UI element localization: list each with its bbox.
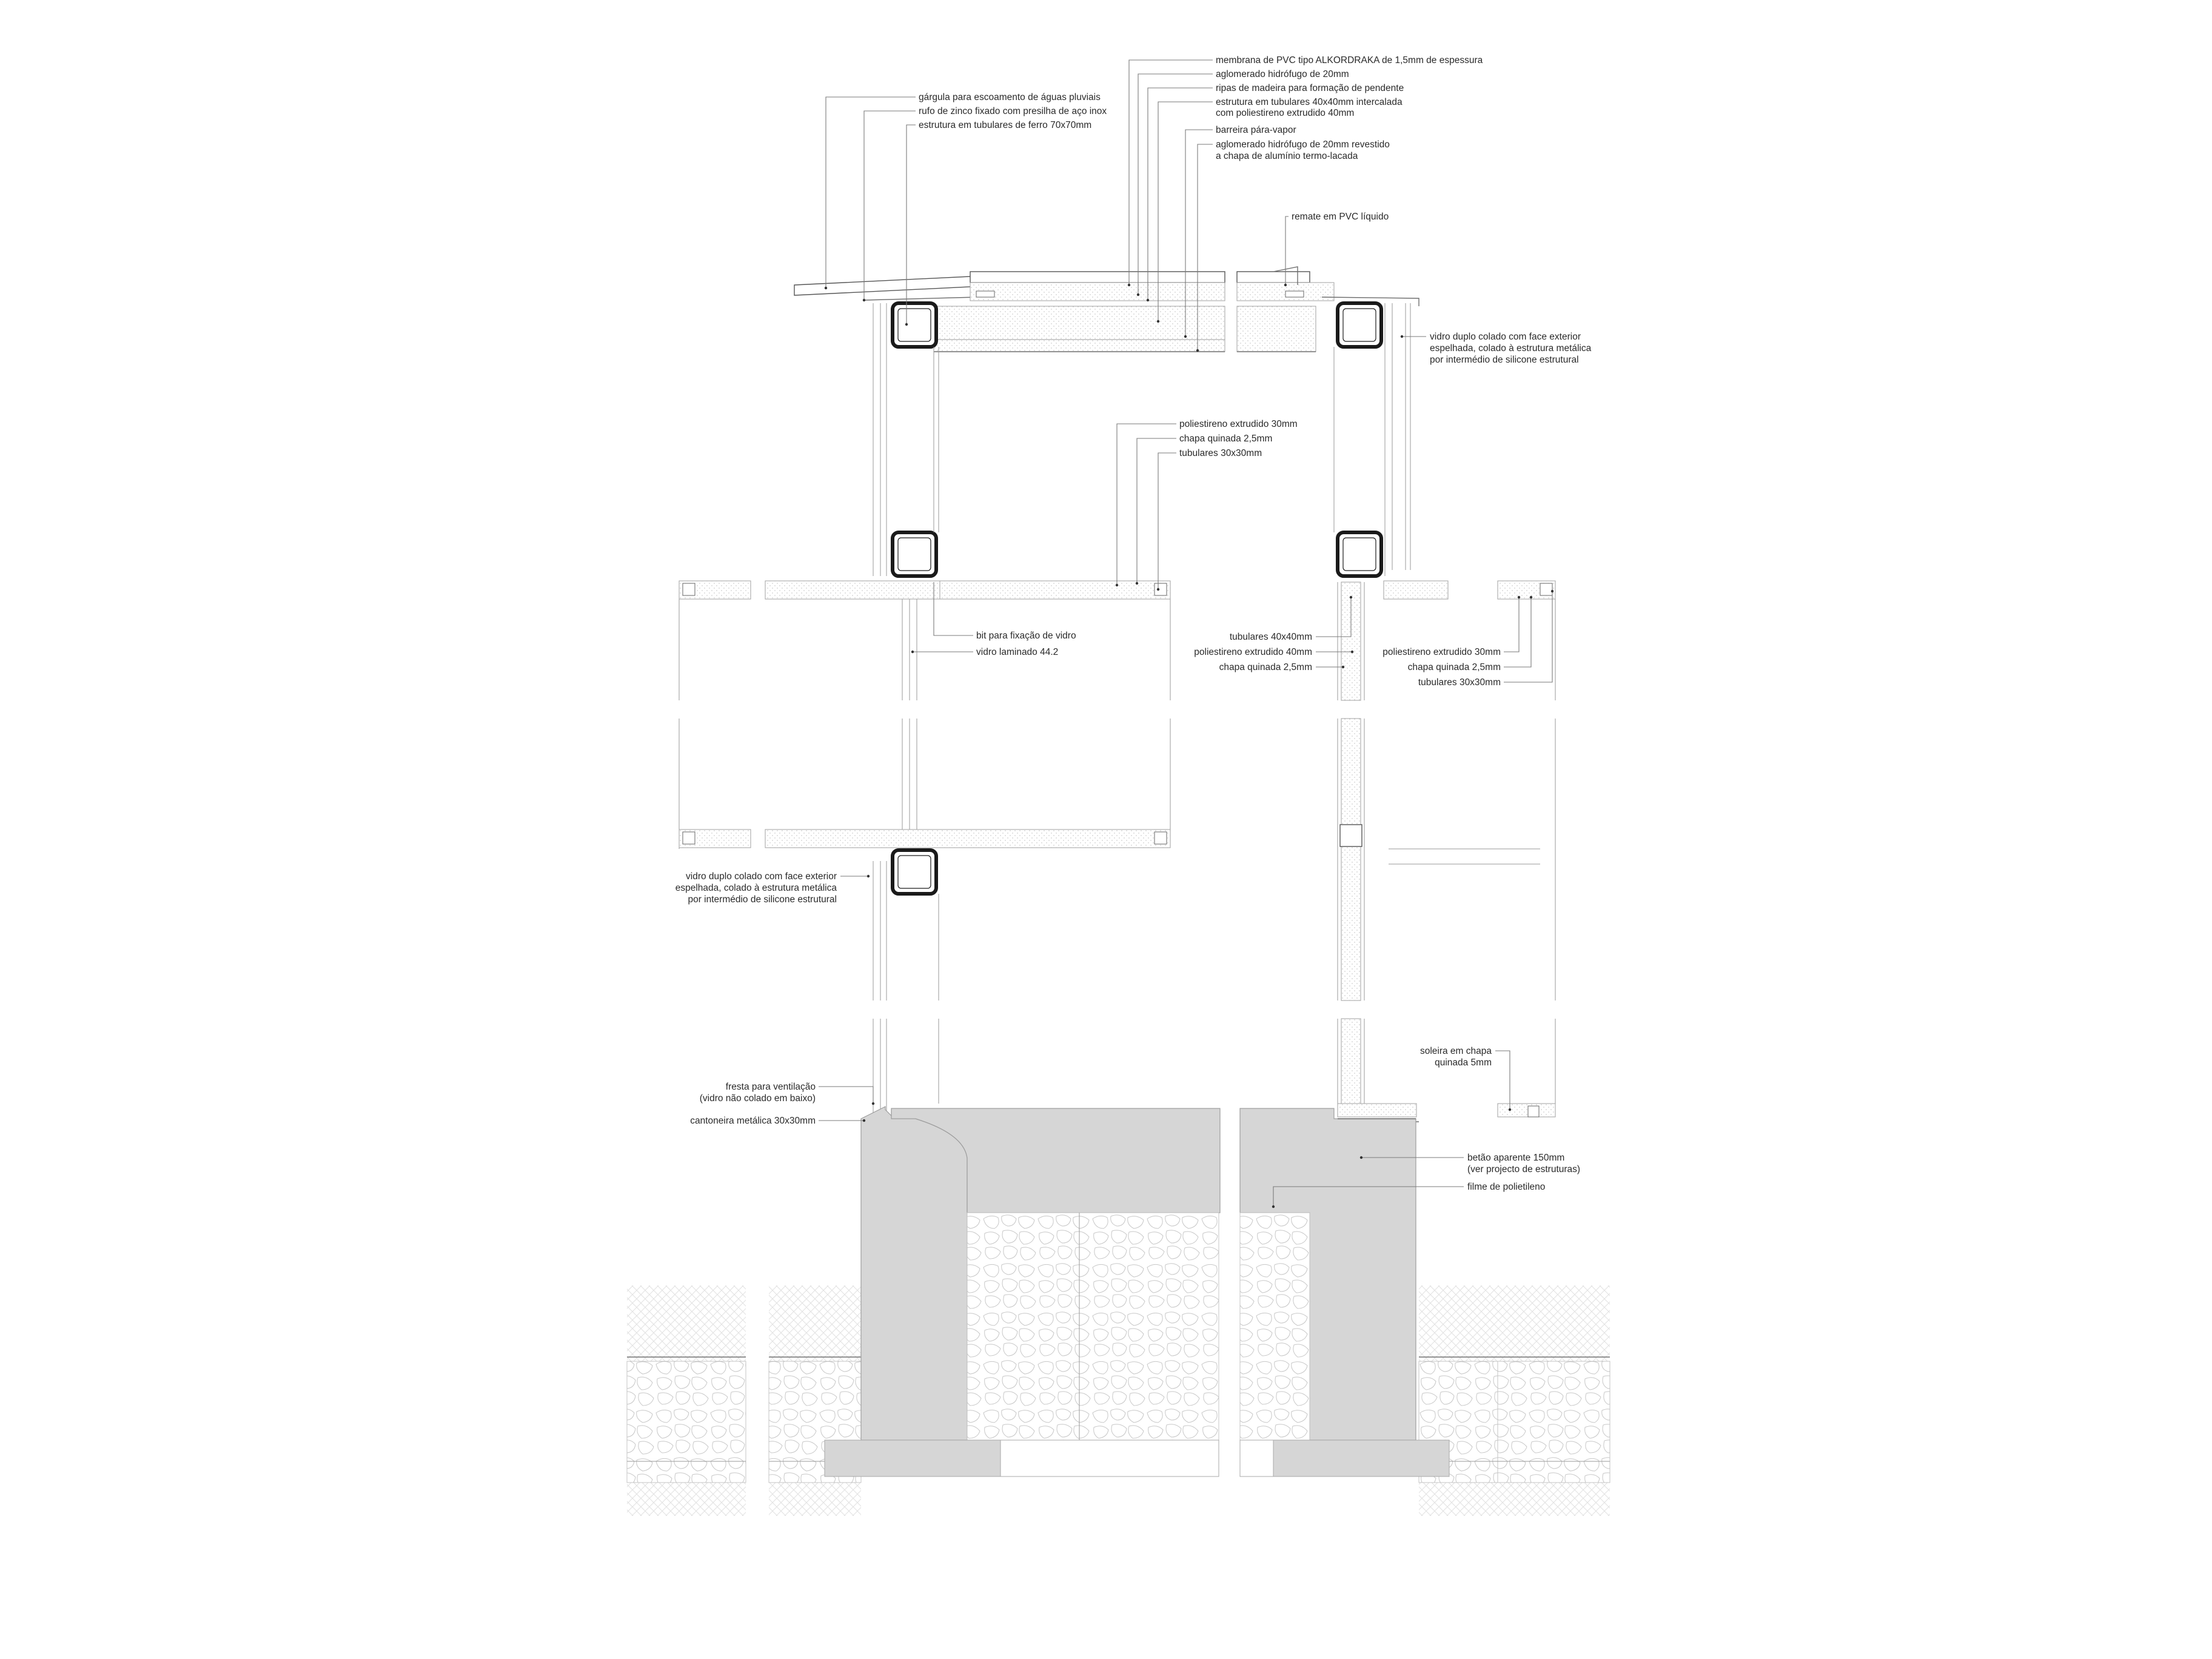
callout-estrutura-tubulares-2: com poliestireno extrudido 40mm <box>1216 108 1355 118</box>
foundation <box>627 1107 1610 1516</box>
callout-estrutura-ferro: estrutura em tubulares de ferro 70x70mm <box>919 120 1092 130</box>
callout-vidro-duplo-right-3: por intermédio de silicone estrutural <box>1430 355 1579 365</box>
callout-aglomerado-revestido-2: a chapa de alumínio termo-lacada <box>1216 151 1358 161</box>
callout-vidro-duplo-left-3: por intermédio de silicone estrutural <box>688 894 837 905</box>
callout-tubulares-30: tubulares 30x30mm <box>1179 448 1262 458</box>
callout-poliestireno-30: poliestireno extrudido 30mm <box>1179 419 1298 429</box>
callout-chapa-quinada-left: chapa quinada 2,5mm <box>1219 662 1312 672</box>
callout-ripas: ripas de madeira para formação de pendente <box>1216 83 1404 93</box>
callout-poliestireno-40: poliestireno extrudido 40mm <box>1194 647 1312 657</box>
callout-tubulares-30-right: tubulares 30x30mm <box>1418 677 1501 688</box>
callout-chapa-quinada: chapa quinada 2,5mm <box>1179 434 1273 444</box>
callout-betao: betão aparente 150mm <box>1467 1153 1565 1163</box>
callout-filme: filme de polietileno <box>1467 1182 1546 1192</box>
callout-poliestireno-30-right: poliestireno extrudido 30mm <box>1382 647 1501 657</box>
callout-aglomerado: aglomerado hidrófugo de 20mm <box>1216 69 1349 79</box>
callout-soleira-2: quinada 5mm <box>1435 1057 1492 1068</box>
callout-soleira: soleira em chapa <box>1419 1046 1492 1056</box>
callout-vidro-duplo-left: vidro duplo colado com face exterior <box>686 871 837 882</box>
callout-bit: bit para fixação de vidro <box>976 631 1076 641</box>
callout-aglomerado-revestido: aglomerado hidrófugo de 20mm revestido <box>1216 139 1390 150</box>
callout-vidro-duplo-right-2: espelhada, colado à estrutura metálica <box>1430 343 1592 354</box>
footing-right <box>1273 1440 1449 1476</box>
roof-assembly <box>794 267 1419 352</box>
callout-gargula: gárgula para escoamento de águas pluviais <box>919 92 1101 102</box>
callout-tubulares-40: tubulares 40x40mm <box>1229 632 1312 642</box>
callout-remate: remate em PVC líquido <box>1292 212 1389 222</box>
callout-estrutura-tubulares: estrutura em tubulares 40x40mm intercalada <box>1216 97 1403 107</box>
callout-membrana: membrana de PVC tipo ALKORDRAKA de 1,5mm de espessura <box>1216 55 1483 65</box>
concrete-wall-left <box>861 1107 967 1440</box>
callout-vidro-laminado: vidro laminado 44.2 <box>976 647 1059 657</box>
footing-left <box>825 1440 1000 1476</box>
callout-chapa-quinada-right: chapa quinada 2,5mm <box>1407 662 1501 672</box>
callout-fresta-2: (vidro não colado em baixo) <box>699 1093 816 1104</box>
callout-rufo: rufo de zinco fixado com presilha de aço inox <box>919 106 1107 116</box>
annotations <box>675 55 1592 1208</box>
callout-vidro-duplo-right: vidro duplo colado com face exterior <box>1430 332 1581 342</box>
callout-fresta: fresta para ventilação <box>725 1082 816 1092</box>
callout-barreira: barreira pára-vapor <box>1216 125 1296 135</box>
callout-vidro-duplo-left-2: espelhada, colado à estrutura metálica <box>675 883 837 893</box>
callout-cantoneira: cantoneira metálica 30x30mm <box>690 1116 816 1126</box>
callout-betao-2: (ver projecto de estruturas) <box>1467 1164 1581 1175</box>
